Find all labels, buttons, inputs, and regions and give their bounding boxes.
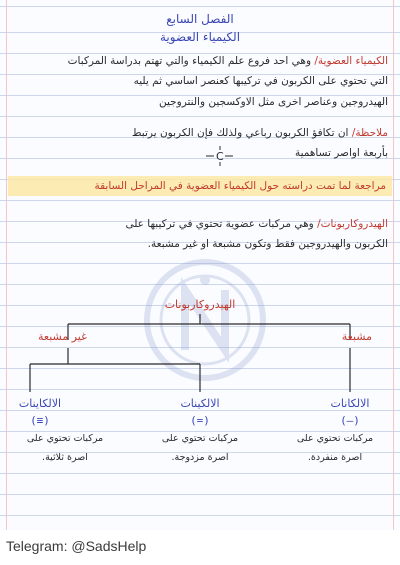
telegram-credit: Telegram: @SadsHelp bbox=[6, 538, 147, 554]
leaf-alkanes-desc-1: مركبات تحتوي على bbox=[296, 433, 374, 444]
note-label: ملاحظة/ bbox=[351, 127, 388, 139]
review-heading: مراجعة لما تمت دراسته حول الكيمياء العضوية في المراحل السابقة bbox=[94, 180, 386, 192]
leaf-alkenes-desc-1: مركبات تحتوي على bbox=[161, 433, 239, 444]
leaf-alkenes-desc-2: اصرة مزدوجة. bbox=[171, 452, 229, 463]
leaf-alkenes-title: الالكينات bbox=[180, 397, 220, 410]
leaf-alkanes-title: الالكانات bbox=[330, 397, 370, 410]
subject-title: الكيمياء العضوية bbox=[159, 30, 241, 44]
intro-line-2: التي تحتوي على الكربون في تركيبها كعنصر اساسي ثم يليه bbox=[133, 75, 388, 87]
hydrocarbon-term: الهيدروكاربونات/ bbox=[317, 218, 388, 230]
intro-term: الكيمياء العضوية/ bbox=[314, 55, 388, 67]
branch-saturated: مشبعة bbox=[341, 330, 372, 343]
note-line-2: بأربعة اواصر تساهمية bbox=[295, 147, 388, 159]
hydrocarbon-line-2: الكربون والهيدروجين فقط وتكون مشبعة او غير مشبعة. bbox=[147, 238, 388, 250]
intro-line-3: الهيدروجين وعناصر اخرى مثل الاوكسجين والنتروجين bbox=[158, 96, 388, 108]
leaf-alkynes-desc-2: اصرة ثلاثية. bbox=[42, 452, 88, 463]
leaf-alkynes-symbol: (≡) bbox=[30, 414, 50, 427]
note-line-1-text: ان تكافؤ الكربون رباعي ولذلك فإن الكربون يرتبط bbox=[131, 127, 349, 139]
intro-line-1-text: وهي احد فروع علم الكيمياء والتي تهتم بدراسة المركبات bbox=[67, 55, 312, 67]
leaf-alkynes-desc-1: مركبات تحتوي على bbox=[26, 433, 104, 444]
chapter-title: الفصل السابع bbox=[166, 12, 234, 26]
leaf-alkynes-title: الالكاينات bbox=[18, 397, 62, 410]
leaf-alkanes-symbol: (—) bbox=[340, 414, 360, 427]
svg-text:C: C bbox=[216, 150, 224, 163]
branch-unsaturated: غير مشبعة bbox=[38, 330, 87, 343]
leaf-alkenes-symbol: (=) bbox=[190, 414, 210, 427]
leaf-alkanes-desc-2: اصرة منفردة. bbox=[307, 452, 363, 463]
hydrocarbon-line-1-text: وهي مركبات عضوية تحتوي في تركيبها على bbox=[125, 218, 314, 230]
tree-root: الهيدروكاربونات bbox=[164, 298, 236, 311]
